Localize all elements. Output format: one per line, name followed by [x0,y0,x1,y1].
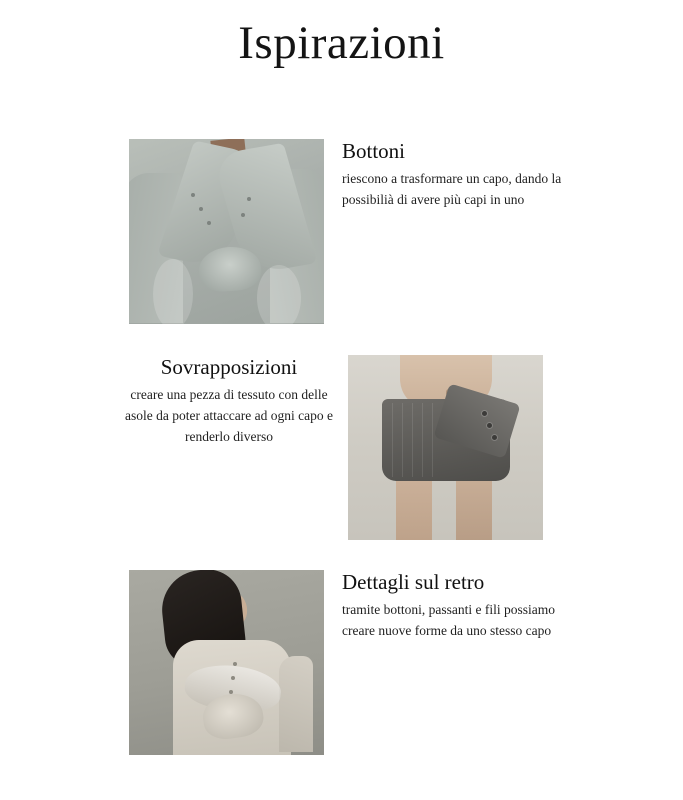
shorts-leg-right [456,475,492,540]
shorts-rib [412,403,413,477]
shirt-fold [257,265,301,324]
shorts-rib [392,403,393,477]
text-column-sovrapposizioni [124,355,334,448]
garment-sleeve [279,656,313,752]
back-button [231,676,235,680]
shirt-fold [153,259,193,324]
section-bottoni [129,139,572,324]
shirt-button [191,193,195,197]
image-draped-shirt [129,139,324,324]
shirt-button [207,221,211,225]
photo-bottoni-wrap [129,139,324,324]
page-title: Ispirazioni [238,17,445,69]
shirt-button [247,197,251,201]
section-dettagli-sul-retro [129,570,572,755]
section-heading: Dettagli sul retro [342,570,485,594]
section-body: riescono a trasformare un capo, dando la possibilià di avere più capi in uno [342,171,562,208]
shorts-leg-left [396,475,432,540]
section-body: tramite bottoni, passanti e fili possiamo creare nuove forme da uno stesso capo [342,602,555,639]
section-sovrapposizioni [124,355,543,540]
section-heading: Sovrapposizioni [160,355,298,379]
shorts-rib [402,403,403,477]
back-button [233,662,237,666]
back-button [229,690,233,694]
photo-sovrapposizioni-wrap [348,355,543,540]
shirt-button [199,207,203,211]
text-column-dettagli [342,570,572,642]
text-column-bottoni [342,139,572,211]
image-knit-shorts [348,355,543,540]
shirt-button [241,213,245,217]
section-heading: Bottoni [342,139,406,163]
shorts-rib [422,403,423,477]
image-back-detail [129,570,324,755]
section-body: creare una pezza di tessuto con delle asole da poter attaccare ad ogni capo e renderlo diverso [124,387,333,444]
shorts-button [492,435,497,440]
photo-dettagli-wrap [129,570,324,755]
shorts-button [482,411,487,416]
shorts-button [487,423,492,428]
shorts-rib [432,403,433,477]
